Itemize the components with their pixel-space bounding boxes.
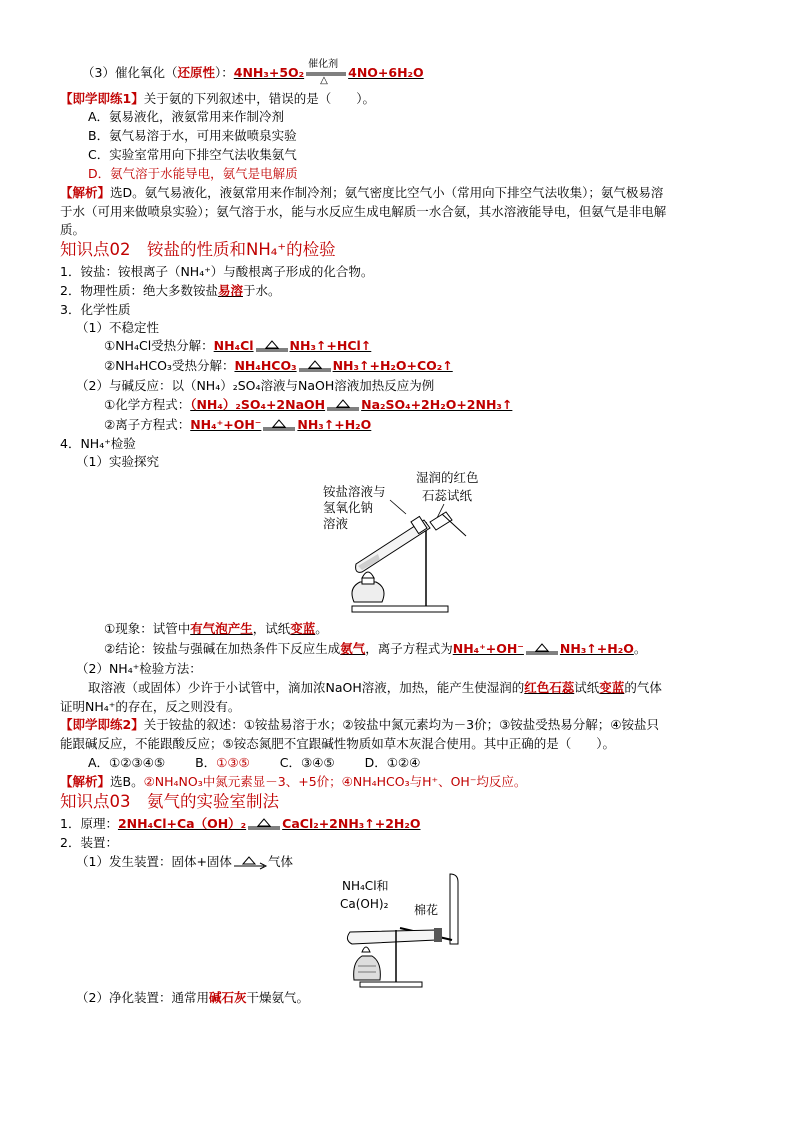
heat-equals-sign <box>297 360 333 374</box>
practice1-answer-line3: 质。 <box>60 222 86 237</box>
generator-apparatus <box>76 853 293 871</box>
keyword: 易溶 <box>217 283 243 298</box>
heat-equals-sign <box>261 419 297 433</box>
practice2-answer <box>60 773 526 791</box>
keyword: 有气泡产生 <box>190 621 253 636</box>
question-text: 关于氨的下列叙述中，错误的是（ ）。 <box>143 91 375 106</box>
fig1-label-left-1: 铵盐溶液与 <box>323 484 386 499</box>
fig2-label-2: Ca(OH)₂ <box>340 897 389 911</box>
heat-equals-sign <box>254 340 290 354</box>
text: ②离子方程式： <box>104 417 191 432</box>
heat-equals-sign <box>246 818 282 832</box>
keyword: 变蓝 <box>290 621 316 636</box>
keyword: 变蓝 <box>599 680 625 695</box>
text: ②结论：铵盐与强碱在加热条件下反应生成 <box>104 641 341 656</box>
text: （3）催化氧化（ <box>82 65 178 80</box>
equation-left: （NH₄）₂SO₄+2NaOH <box>190 397 326 412</box>
nh4hco3-decomposition <box>104 357 453 375</box>
text: 取溶液（或固体）少许于小试管中，滴加浓NaOH溶液，加热，能产生使湿润的 <box>88 680 525 695</box>
equation-right: 4NO+6H₂O <box>348 65 424 80</box>
question-text: 关于铵盐的叙述：①铵盐易溶于水；②铵盐中氮元素均为－3价；③铵盐受热易分解；④铵盐只 <box>143 717 659 732</box>
text: 干燥氨气。 <box>246 990 309 1005</box>
base-reaction-heading: （2）与碱反应：以（NH₄）₂SO₄溶液与NaOH溶液加热反应为例 <box>76 378 435 393</box>
option-b-label: B． <box>195 755 217 770</box>
option-b: ①③⑤ <box>216 755 250 770</box>
equation-right: NH₃↑+H₂O <box>559 641 634 656</box>
keyword: 还原性 <box>177 65 215 80</box>
heat-symbol: △ <box>320 74 328 86</box>
equation-right: NH₃↑+H₂O <box>297 417 372 432</box>
experiment-heading: （1）实验探究 <box>76 454 159 469</box>
section-heading-03: 知识点03 氨气的实验室制法 <box>60 792 279 811</box>
physical-properties <box>60 282 281 300</box>
option-a: A．①②③④⑤ <box>88 755 166 770</box>
equation-right: CaCl₂+2NH₃↑+2H₂O <box>282 816 421 831</box>
practice2-question-1 <box>60 716 659 734</box>
text: ②NH₄HCO₃受热分解： <box>104 358 235 373</box>
practice1-question <box>60 90 375 108</box>
nh4cl-decomposition <box>104 337 371 355</box>
catalytic-oxidation-line <box>82 58 424 86</box>
equation-right: NH₃↑+H₂O+CO₂↑ <box>332 358 453 373</box>
principle <box>60 815 420 833</box>
equation-right: Na₂SO₄+2H₂O+2NH₃↑ <box>361 397 513 412</box>
equation-left: 2NH₄Cl+Ca（OH）₂ <box>117 816 247 831</box>
text: 气体 <box>267 854 293 869</box>
practice1-answer-line2: 于水（可用来做喷泉实验）；氨气溶于水，能与水反应生成电解质一水合氨，其水溶液能导电，但氨气是非电解 <box>60 204 667 219</box>
fig1-label-right-2: 石蕊试纸 <box>422 488 473 503</box>
text: ，离子方程式为 <box>365 641 453 656</box>
text: ①化学方程式： <box>104 397 191 412</box>
answer-label: 【解析】 <box>60 185 111 200</box>
apparatus-heading: 2．装置： <box>60 835 118 850</box>
text: ①现象：试管中 <box>104 621 191 636</box>
option-d: D．氨气溶于水能导电，氨气是电解质 <box>88 166 298 181</box>
catalyst-label: 催化剂 <box>308 58 339 70</box>
keyword: 红色石蕊 <box>524 680 575 695</box>
answer-text: 选B。 <box>110 774 144 789</box>
equation-left: NH₄Cl <box>213 338 254 353</box>
ammonia-preparation-figure <box>340 870 470 990</box>
text: ，试纸 <box>252 621 291 636</box>
practice2-question-2: 能跟碱反应，不能跟酸反应；⑤铵态氮肥不宜跟碱性物质如草木灰混合使用。其中正确的是（ ）。 <box>60 736 615 751</box>
equation-left: NH₄⁺+OH⁻ <box>190 417 262 432</box>
heat-equals-sign <box>325 399 361 413</box>
ionic-equation <box>104 416 371 434</box>
text: 试纸 <box>574 680 600 695</box>
option-c: C．③④⑤ <box>279 755 335 770</box>
text: ①NH₄Cl受热分解： <box>104 338 214 353</box>
answer-label: 【解析】 <box>60 774 111 789</box>
purification-apparatus <box>76 989 309 1007</box>
option-d: D．①②④ <box>364 755 421 770</box>
text: 的气体 <box>624 680 662 695</box>
conclusion <box>104 640 646 658</box>
heat-arrow <box>232 856 268 870</box>
text: 1．原理： <box>60 816 118 831</box>
practice2-options <box>88 754 420 772</box>
heat-equals-sign <box>524 643 560 657</box>
test-method-text-2: 证明NH₄⁺的存在，反之则没有。 <box>60 699 241 714</box>
chemical-properties: 3．化学性质 <box>60 302 131 317</box>
text: 于水。 <box>242 283 281 298</box>
answer-text: 选D。氨气易液化，液氨常用来作制冷剂；氨气密度比空气小（常用向下排空气法收集）；氨气极易溶 <box>110 185 664 200</box>
text: ）： <box>214 65 234 80</box>
chemical-equation <box>104 396 512 414</box>
fig2-label-1: NH₄Cl和 <box>342 879 389 893</box>
text: （1）发生装置：固体+固体 <box>76 854 232 869</box>
text: 。 <box>633 641 647 656</box>
ammonium-test-apparatus-figure <box>318 470 498 630</box>
text: 。 <box>315 621 328 636</box>
fig1-label-right-1: 湿润的红色 <box>416 470 479 485</box>
equation-left: NH₄⁺+OH⁻ <box>452 641 524 656</box>
equation-left: 4NH₃+5O₂ <box>233 65 305 80</box>
option-b: B．氨气易溶于水，可用来做喷泉实验 <box>88 128 297 143</box>
fig1-label-left-2: 氢氧化钠 <box>323 500 374 515</box>
text: （2）净化装置：通常用 <box>76 990 209 1005</box>
fig2-label-3: 棉花 <box>414 903 439 917</box>
text: 2．物理性质：绝大多数铵盐 <box>60 283 218 298</box>
test-method-heading: （2）NH₄⁺检验方法： <box>76 661 202 676</box>
practice-label: 【即学即练2】 <box>60 717 144 732</box>
nh4-test-heading: 4．NH₄⁺检验 <box>60 436 136 451</box>
section-heading-02: 知识点02 铵盐的性质和NH₄⁺的检验 <box>60 240 336 259</box>
equation-right: NH₃↑+HCl↑ <box>289 338 372 353</box>
practice-label: 【即学即练1】 <box>60 91 144 106</box>
instability-heading: （1）不稳定性 <box>76 320 159 335</box>
keyword: 氨气 <box>340 641 366 656</box>
test-method-text-1 <box>88 679 662 697</box>
answer-detail: ②NH₄NO₃中氮元素显－3、+5价；④NH₄HCO₃与H⁺、OH⁻均反应。 <box>143 774 527 789</box>
keyword: 碱石灰 <box>208 990 247 1005</box>
equation-left: NH₄HCO₃ <box>234 358 297 373</box>
option-c: C．实验室常用向下排空气法收集氨气 <box>88 147 297 162</box>
catalyst-arrow <box>304 58 348 86</box>
observation <box>104 620 328 638</box>
fig1-label-left-3: 溶液 <box>323 516 349 531</box>
practice1-answer-line1 <box>60 184 663 202</box>
option-a: A．氨易液化，液氨常用来作制冷剂 <box>88 109 285 124</box>
ammonium-salt-def: 1．铵盐：铵根离子（NH₄⁺）与酸根离子形成的化合物。 <box>60 264 374 279</box>
